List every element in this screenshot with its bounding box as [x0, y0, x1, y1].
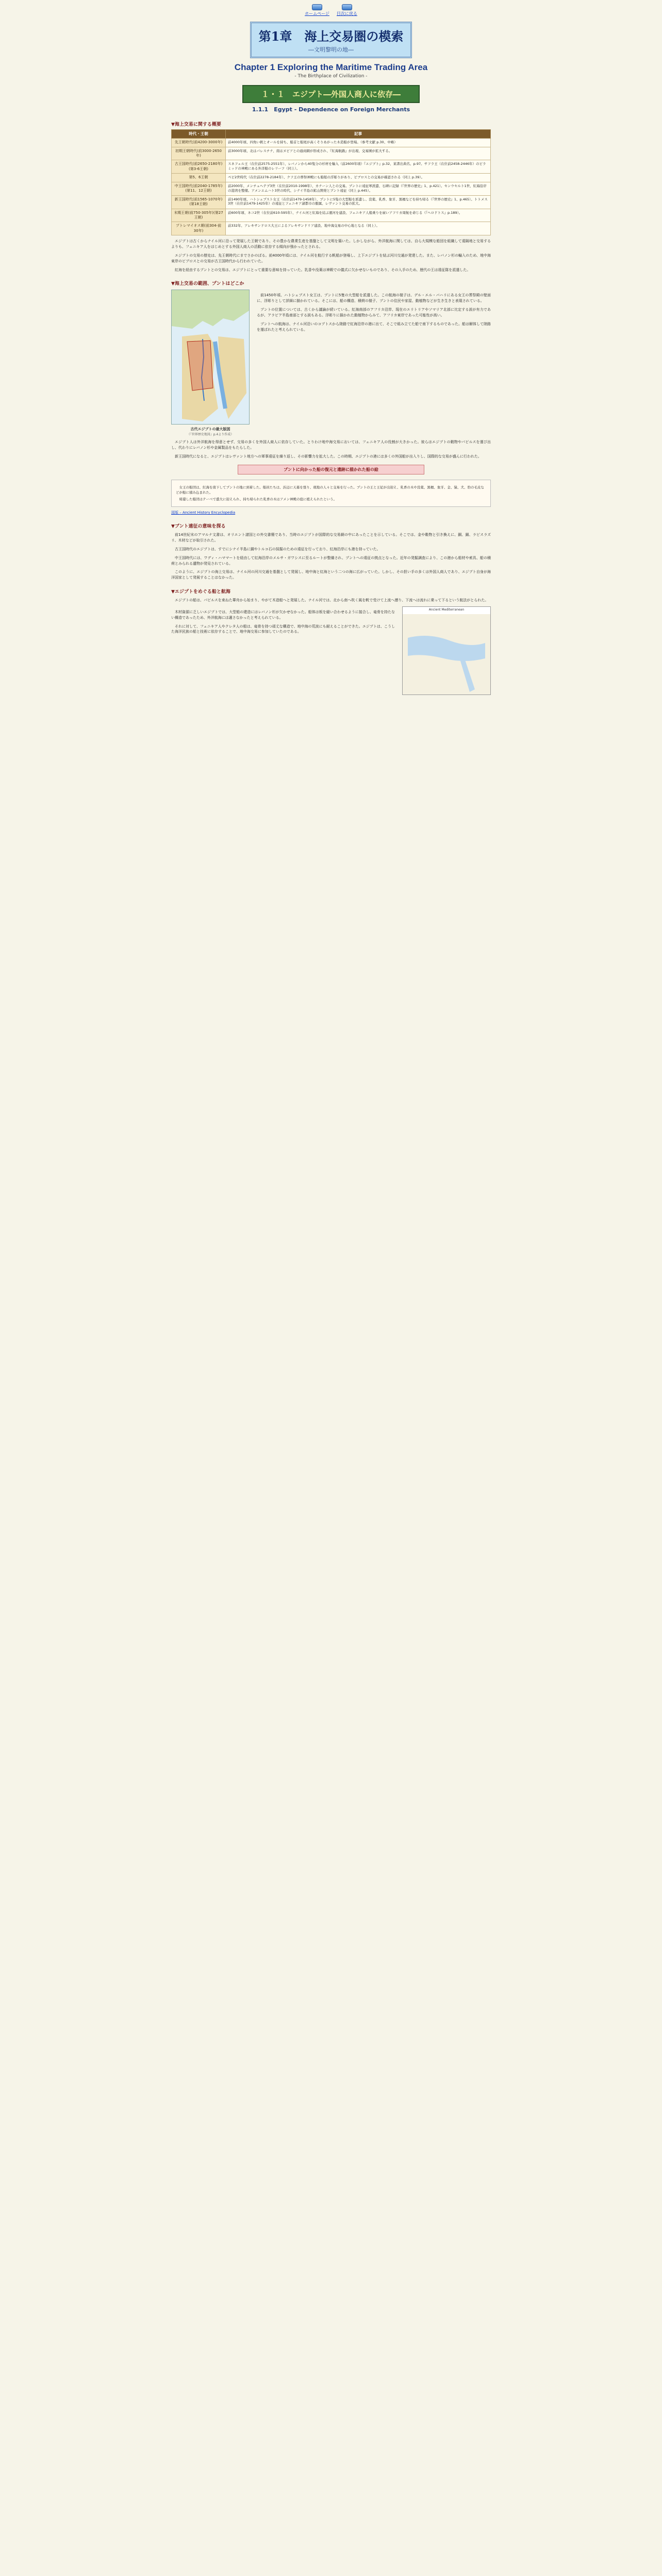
history-table	[171, 129, 491, 235]
map-note: （『世界歴史地図』p.4より作成）	[187, 433, 234, 437]
body-paragraph: エジプトは古くからナイル河に沿って発展した王朝であり、その豊かな農業生産を基盤として文明を築いた。しかしながら、外洋航海に関しては、自ら大規模な船団を組織して遠隔地と交易するよりも、フェニキア人をはじめとする外国人商人の活動に依存する傾向が強かったとされる。	[171, 239, 491, 249]
highlight-banner: プントに向かった船の復元と遺跡に描かれた船の絵	[238, 465, 424, 474]
body-paragraph: プントの位置については、古くから議論が続いている。紅海南部のアフリカ沿岸、現在のエリトリアやソマリア北部に比定する説が有力であるが、アラビア半島南部とする説もある。浮彫りに描かれた動植物からみて、アフリカ東岸であった可能性が高い。	[257, 308, 491, 317]
chapter-title-box	[250, 22, 412, 58]
top-nav	[171, 4, 491, 16]
table-cell-text: 前4000年頃、四角い帆とオールを持ち、船首と船尾が高くそりあがった木造船が登場。（参考文献 p.30、中略）	[226, 139, 491, 147]
section-title: １・１ エジプト―外国人商人に依存―	[242, 85, 420, 103]
quote-box	[171, 480, 491, 507]
chapter-subtitle: ―文明黎明の地―	[308, 46, 354, 53]
lower-heading: ▼ブント遠征の意味を探る	[171, 524, 226, 530]
table-row	[172, 182, 491, 195]
section-title-en: 1.1.1 Egypt - Dependence on Foreign Merchants	[252, 106, 410, 113]
quote-paragraph: 帰還した船団はテーベで盛大に迎えられ、持ち帰られた乳香の木はアメン神殿の庭に植えられたという。	[179, 497, 337, 502]
mediterranean-map	[402, 606, 491, 695]
quote-paragraph: 女王の船団は、紅海を南下してプントの地に到着した。船員たちは、浜辺に天幕を張り、現地の人々と交易を行った。プントの王と王妃が出迎え、乳香の木や没薬、黒檀、象牙、金、猿、犬、豹の毛皮などが船に積み込まれた。	[176, 485, 484, 495]
table-header-era: 時代・王朝	[172, 130, 226, 139]
body-paragraph: エジプト人は外洋航海を得意とせず、交易の多くを外国人商人に依存していた。とりわけ地中海交易においては、フェニキア人の役割が大きかった。彼らはエジプトの穀物やパピルスを運び出し、代わりにレバノン杉や金属製品をもたらした。	[171, 440, 491, 450]
table-row	[172, 174, 491, 182]
table-header-text: 記事	[226, 130, 491, 139]
table-row	[172, 139, 491, 147]
home-link[interactable]	[305, 4, 329, 16]
ships-heading: ▼エジプトをめぐる船と航海	[171, 589, 230, 595]
table-cell-era: プトレマイオス朝(前304-前30年)	[172, 222, 226, 235]
body-paragraph: 中王国時代には、ワディ・ハママートを経由して紅海沿岸のメルサ・ガワシスに至るルートが整備され、プントへの遠征の拠点となった。近年の発掘調査により、この港から船材や索具、船の積荷とみられる遺物が発見されている。	[171, 555, 491, 566]
table-cell-era: 新王国時代(前1565-1070年)(第18王朝)	[172, 195, 226, 209]
table-cell-era: 第5、6王朝	[172, 174, 226, 182]
body-paragraph: このように、エジプトの海上交易は、ナイル河の河川交通を基盤として発展し、地中海と紅海という二つの海に広がっていた。しかし、その担い手の多くは外国人商人であり、エジプト自身が海洋国家として発展することはなかった。	[171, 570, 491, 580]
table-cell-text: 前332年、アレキサンドロス大王によるアレキサンドリア建設、地中海交易の中心地となる（同上）。	[226, 222, 491, 235]
body-paragraph: 前14世紀末のアマルナ文書は、オリエント諸国との外交書簡であり、当時のエジプトが国際的な交易網の中にあったことを示している。そこでは、金や穀物と引き換えに、銅、錫、ラピスラズリ、木材などが取引された。	[171, 533, 491, 543]
toc-link-label[interactable]: 目次に戻る	[336, 11, 357, 16]
table-cell-text: 前2000年、メンチュヘテプ3世（在位前2010-1998年）、カナーン人との交易。プントに遠征軍派遣、石碑に記録（『世界の歴史』1、p.421）。センウセルト1世、紅海沿岸の港湾を整備。アメンエムハト3世の時代、シナイ半島の鉱山開発とプント遠征（同上 p.445）。	[226, 182, 491, 195]
table-cell-era: 先王朝時代(前4200-3000年)	[172, 139, 226, 147]
reference-link[interactable]: 図版 – Ancient History Encyclopedia	[171, 511, 236, 515]
body-paragraph: 新王国時代になると、エジプトはレヴァント地方への軍事遠征を繰り返し、その影響力を拡大した。この時期、エジプトの港には多くの外国船が出入りし、国際的な交易が盛んに行われた。	[175, 454, 482, 459]
table-cell-era: 古王国時代(前2650-2180年)(第3-6王朝)	[172, 160, 226, 174]
table-cell-text: 前600年頃、ネコ2世（在位前610-595年）、ナイル河と紅海を結ぶ運河を建設、フェニキア人船乗りを雇いアフリカ周航を命じる（『ヘロドトス』p.189）。	[226, 209, 491, 222]
punt-heading: ▼海上交易の範囲、プントはどこか	[171, 281, 244, 287]
table-row	[172, 160, 491, 174]
body-paragraph: 前1450年頃、ハトシェプスト女王は、プントに5隻の大型船を派遣した。この航海の様子は、デル・エル・バハリにある女王の葬祭殿の壁面に、浮彫りとして詳細に描かれている。そこには、船の構造、積荷の様子、プントの住民や家屋、動植物などが生き生きと表現されている。	[257, 293, 491, 303]
toc-link[interactable]	[337, 4, 357, 16]
chapter-subtitle-en: - The Birthplace of Civilization -	[294, 74, 368, 79]
body-paragraph: プントへの航海は、ナイル河沿いのコプトスから陸路で紅海沿岸の港に出て、そこで組み立てた船で南下するものであった。船は解体して陸路を運ばれたと考えられている。	[257, 321, 491, 332]
table-row	[172, 147, 491, 160]
table-cell-text: スネフェル王（在位前2575-2551年）、レバノンから40隻分の杉材を輸入（前2600年頃）『エジプト』p.32、某書出典名、p.97。サフラ王（在位前2458-2446年）のピラミッドの神殿にある外洋船のレリーフ（同上）。	[226, 160, 491, 174]
body-paragraph: 木材資源に乏しいエジプトでは、大型船の建造にはレバノン杉が欠かせなかった。船体は板を縫い合わせるように接合し、竜骨を持たない構造であったため、外洋航海には適さなかったと考えられている。	[171, 609, 395, 620]
table-cell-era: 末期王朝(前750-305年)(第27王朝)	[172, 209, 226, 222]
home-icon	[312, 4, 322, 10]
map-graphic	[172, 290, 249, 424]
table-cell-era: 中王国時代(前2040-1785年)(第11、12王朝)	[172, 182, 226, 195]
figure-title: Ancient Mediterranean	[428, 607, 465, 612]
table-heading: ▼海上交易に関する概要	[171, 122, 221, 127]
body-paragraph: それに対して、フェニキア人やクレタ人の船は、竜骨を持つ頑丈な構造で、地中海の荒波にも耐えることができた。エジプトは、こうした海洋民族の船と技術に依存することで、地中海交易に参加していたのである。	[171, 624, 395, 634]
chapter-title-en: Chapter 1 Exploring the Maritime Trading Area	[234, 62, 428, 72]
body-paragraph: エジプトの交易の歴史は、先王朝時代にまでさかのぼる。前4000年頃には、ナイル河を航行する帆船が登場し、上下エジプトを結ぶ河川交通が発達した。また、レバノン杉の輸入のため、地中海東岸のビブロスとの交易が古王国時代から行われていた。	[171, 253, 491, 263]
table-cell-text: 前1490年頃、ハトシェプスト女王（在位前1479-1458年）、プントに5隻の大型船を派遣し、没薬、乳香、象牙、黒檀などを持ち帰る（『世界の歴史』1、p.465）。トトメス3世（在位前1479-1425年）の遠征とフェニキア諸都市の服属、レヴァント交易の拡大。	[226, 195, 491, 209]
body-paragraph: エジプトの船は、パピルスを束ねた葦舟から始まり、やがて木造船へと発展した。ナイル河では、北から南へ吹く風を帆で受けて上流へ遡り、下流へは流れに乗って下るという航法がとられた。	[175, 598, 489, 603]
table-row	[172, 195, 491, 209]
map-caption: 古代エジプトの最大版図	[190, 427, 230, 432]
egypt-map	[171, 290, 250, 425]
table-row	[172, 209, 491, 222]
back-icon	[342, 4, 352, 10]
table-row	[172, 222, 491, 235]
table-cell-era: 初期王朝時代(前3000-2650年)	[172, 147, 226, 160]
chapter-title: 第1章 海上交易圏の模索	[258, 29, 404, 44]
home-link-label[interactable]: ホームページ	[305, 11, 329, 16]
table-cell-text: 前3000年頃、北はパレスチナ、南はヌビアとの通商網が形成され、『紅海航路』が出現、交易圏が拡大する。	[226, 147, 491, 160]
table-cell-text: ペピ2世時代（在位前2278-2184年）、クフ王の葬祭神殿にも船舶の浮彫りがあり、ビブロスとの交易が確認される（同上 p.39）。	[226, 174, 491, 182]
body-paragraph: 古王国時代のエジプトは、すでにシナイ半島に銅やトルコ石の採掘のための遠征を行っており、紅海沿岸にも港を持っていた。	[175, 547, 380, 551]
body-paragraph: 紅海を経由するプントとの交易は、エジプトにとって重要な意味を持っていた。乳香や没薬は神殿での儀式に欠かせないものであり、その入手のため、歴代の王は遠征隊を派遣した。	[175, 267, 471, 272]
mediterranean-graphic	[403, 607, 490, 694]
